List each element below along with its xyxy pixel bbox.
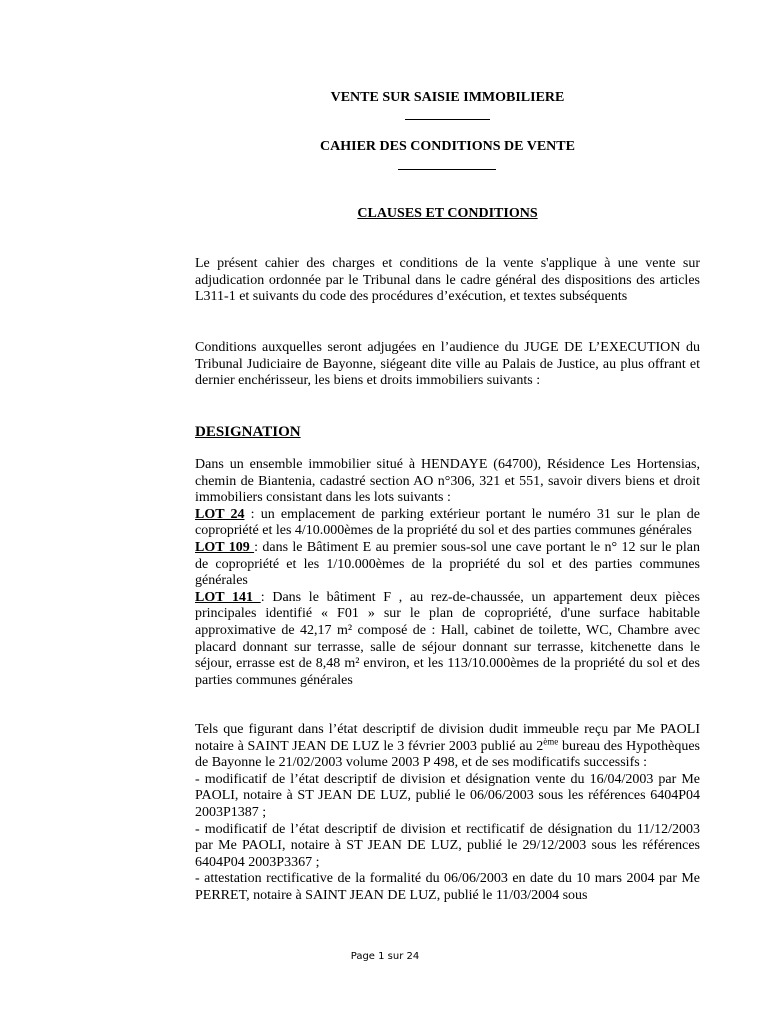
- title-cahier: CAHIER DES CONDITIONS DE VENTE: [320, 139, 575, 154]
- designation-heading: DESIGNATION: [195, 424, 301, 440]
- lot-24-label: LOT 24: [195, 506, 245, 522]
- intro-paragraph-2: Conditions auxquelles seront adjugées en l’audience du JUGE DE L’EXECUTION du Tribunal Judiciaire de Bayonne, siégeant dite ville au Palais de Justice, au plus offrant et dernier enchérisseur, les biens et droits immobiliers suivants :: [195, 340, 700, 389]
- title-underline-2: [398, 169, 496, 170]
- lot-24-text: : un emplacement de parking extérieur portant le numéro 31 sur le plan de copropriété et les 4/10.000èmes de la propriété du sol et des parties communes générales: [195, 506, 700, 539]
- tels-paragraph: [195, 722, 700, 772]
- intro-paragraph-1: Le présent cahier des charges et conditions de la vente s'applique à une vente sur adjudication ordonnée par le Tribunal dans le cadre général des dispositions des articles L311-1 et suivants du code des procédures d’exécution, et textes subséquents: [195, 256, 700, 305]
- title-clauses: CLAUSES ET CONDITIONS: [357, 206, 538, 221]
- title-vente: VENTE SUR SAISIE IMMOBILIERE: [330, 90, 565, 105]
- lot-109-label: LOT 109: [195, 539, 255, 555]
- designation-body: [195, 457, 700, 689]
- title-underline-1: [405, 119, 490, 120]
- tels-part-1: Tels que figurant dans l’état descriptif de division dudit immeuble reçu par Me PAOLI notaire à SAINT JEAN DE LUZ le 3 février 2003 publié au 2: [195, 722, 700, 754]
- modificatif-item-3: - attestation rectificative de la formalité du 06/06/2003 en date du 10 mars 2004 par Me PERRET, notaire à SAINT JEAN DE LUZ, publié le 11/03/2004 sous: [195, 871, 700, 903]
- tels-part-2: bureau des Hypothèques de Bayonne le 21/02/2003 volume 2003 P 498, et de ses modificatifs successifs :: [195, 738, 700, 771]
- lot-141: [195, 590, 700, 690]
- lot-109-text: : dans le Bâtiment E au premier sous-sol une cave portant le n° 12 sur le plan de copropriété et les 1/10.000èmes de la propriété du sol et des parties communes générales: [195, 539, 701, 589]
- designation-intro: Dans un ensemble immobilier situé à HENDAYE (64700), Résidence Les Hortensias, chemin de Biantenia, cadastré section AO n°306, 321 et 551, savoir divers biens et droit immobiliers consistant dans les lots suivants :: [195, 457, 700, 506]
- lot-141-text: : Dans le bâtiment F , au rez-de-chaussée, un appartement deux pièces principales identifié « F01 » sur le plan de copropriété, d'une surface habitable approximative de 42,17 m² composé de : Hall, cabinet de toilette, WC, Chambre avec placard donnant sur terrasse, salle de séjour donnant sur terrasse, kitchenette dans le séjour, errasse est de 8,48 m² environ, et les 113/10.000èmes de la propriété du sol et des parties communes générales: [195, 589, 701, 688]
- lot-109: [195, 540, 700, 590]
- modificatif-item-2: - modificatif de l’état descriptif de division et rectificatif de désignation du 11/12/2003 par Me PAOLI, notaire à ST JEAN DE LUZ, publié le 29/12/2003 sous les références 6404P04 2003P3367 ;: [195, 821, 700, 870]
- page-number: Page 1 sur 24: [350, 951, 420, 962]
- lot-24: [195, 507, 700, 540]
- lot-141-label: LOT 141: [195, 589, 261, 605]
- modificatif-item-1: - modificatif de l’état descriptif de division et désignation vente du 16/04/2003 par Me PAOLI, notaire à ST JEAN DE LUZ, publié le 06/06/2003 sous les références 6404P04 2003P1387 ;: [195, 771, 700, 820]
- tels-section: [195, 722, 700, 905]
- tels-superscript: ème: [543, 735, 559, 746]
